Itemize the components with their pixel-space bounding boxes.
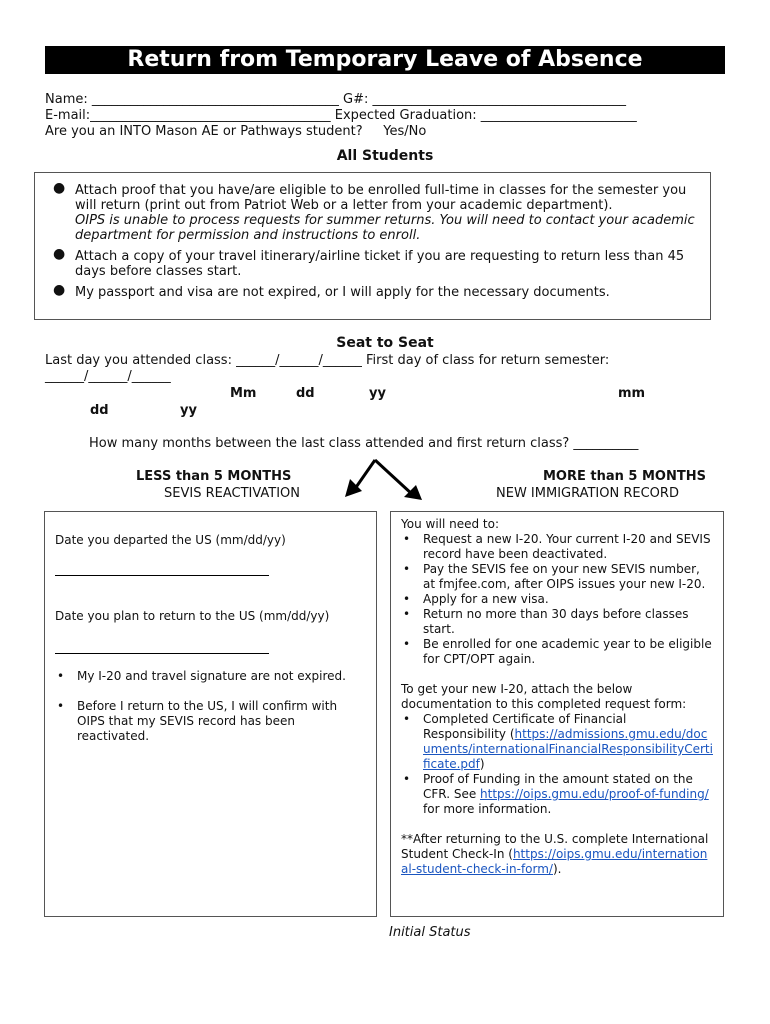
more-heading: MORE than 5 MONTHS bbox=[543, 469, 706, 484]
footer-initial-status: Initial Status bbox=[389, 925, 471, 940]
need-label: You will need to: bbox=[401, 517, 500, 531]
funding-link[interactable]: https://oips.gmu.edu/proof-of-funding/ bbox=[480, 787, 709, 801]
need-item: • Apply for a new visa. bbox=[401, 592, 713, 607]
after-return-text: **After returning to the U.S. complete International Student Check-In (https://oips.gmu.edu/international-student-check-in-form/). bbox=[401, 832, 709, 876]
all-students-item: ● My passport and visa are not expired, or I will apply for the necessary documents. bbox=[47, 285, 700, 300]
plan-label: Date you plan to return to the US (mm/dd/yy) bbox=[55, 609, 330, 623]
page-title: Return from Temporary Leave of Absence bbox=[45, 46, 725, 74]
label-mm: Mm bbox=[230, 386, 257, 401]
more-box bbox=[390, 511, 724, 917]
seat-line-1[interactable]: Last day you attended class: ______/______/______ First day of class for return semester: bbox=[45, 353, 610, 368]
split-arrows-icon bbox=[340, 455, 430, 505]
label-yy-2: yy bbox=[180, 403, 197, 418]
all-students-box bbox=[34, 172, 711, 320]
name-line[interactable]: Name: ______________________________________ G#: _______________________________________ bbox=[45, 92, 626, 107]
less-box bbox=[44, 511, 377, 917]
less-sub: SEVIS REACTIVATION bbox=[164, 486, 301, 501]
less-heading: LESS than 5 MONTHS bbox=[136, 469, 292, 484]
seat-line-2[interactable]: ______/______/______ bbox=[45, 369, 171, 384]
label-dd: dd bbox=[296, 386, 315, 401]
seat-heading: Seat to Seat bbox=[336, 335, 434, 351]
funding-item: • Proof of Funding in the amount stated on the CFR. See https://oips.gmu.edu/proof-of-funding/ for more information. bbox=[401, 772, 713, 817]
all-students-heading: All Students bbox=[336, 148, 434, 164]
months-question[interactable]: How many months between the last class attended and first return class? __________ bbox=[89, 436, 639, 451]
all-students-item: ● Attach proof that you have/are eligible to be enrolled full-time in classes for the semester you will return (print out from Patriot Web or a letter from your academic department). OIPS is unable to process requests for summer returns. You will need to contact your academic department for permission and instructions to enroll. bbox=[47, 183, 700, 243]
label-yy: yy bbox=[369, 386, 386, 401]
less-bullet: • Before I return to the US, I will confirm with OIPS that my SEVIS record has been reactivated. bbox=[55, 699, 365, 744]
need-item: • Be enrolled for one academic year to be eligible for CPT/OPT again. bbox=[401, 637, 713, 667]
summer-note: OIPS is unable to process requests for summer returns. You will need to contact your academic department for permission and instructions to enroll. bbox=[75, 213, 695, 243]
label-dd-2: dd bbox=[90, 403, 109, 418]
checkin-link[interactable]: https://oips.gmu.edu/international-student-check-in-form/ bbox=[401, 847, 708, 876]
cfr-item: • Completed Certificate of Financial Responsibility (https://admissions.gmu.edu/documents/internationalFinancialResponsibilityCertificate.pdf) bbox=[401, 712, 713, 772]
into-question[interactable]: Are you an INTO Mason AE or Pathways student? Yes/No bbox=[45, 124, 427, 139]
more-sub: NEW IMMIGRATION RECORD bbox=[496, 486, 679, 501]
all-students-item: ● Attach a copy of your travel itinerary/airline ticket if you are requesting to return less than 45 days before classes start. bbox=[47, 249, 700, 279]
attach-text: To get your new I-20, attach the below documentation to this completed request form: bbox=[401, 682, 687, 711]
email-line[interactable]: E-mail:_____________________________________ Expected Graduation: ________________________ bbox=[45, 108, 637, 123]
cfr-link[interactable]: https://admissions.gmu.edu/documents/internationalFinancialResponsibilityCertificate.pdf bbox=[423, 727, 713, 771]
need-item: • Pay the SEVIS fee on your new SEVIS number, at fmjfee.com, after OIPS issues your new I-20. bbox=[401, 562, 713, 592]
label-mm-2: mm bbox=[618, 386, 646, 401]
need-item: • Return no more than 30 days before classes start. bbox=[401, 607, 713, 637]
departed-label: Date you departed the US (mm/dd/yy) bbox=[55, 533, 286, 547]
departed-input[interactable] bbox=[55, 575, 269, 576]
less-bullet: • My I-20 and travel signature are not expired. bbox=[55, 669, 365, 684]
plan-input[interactable] bbox=[55, 653, 269, 654]
need-item: • Request a new I-20. Your current I-20 and SEVIS record have been deactivated. bbox=[401, 532, 713, 562]
